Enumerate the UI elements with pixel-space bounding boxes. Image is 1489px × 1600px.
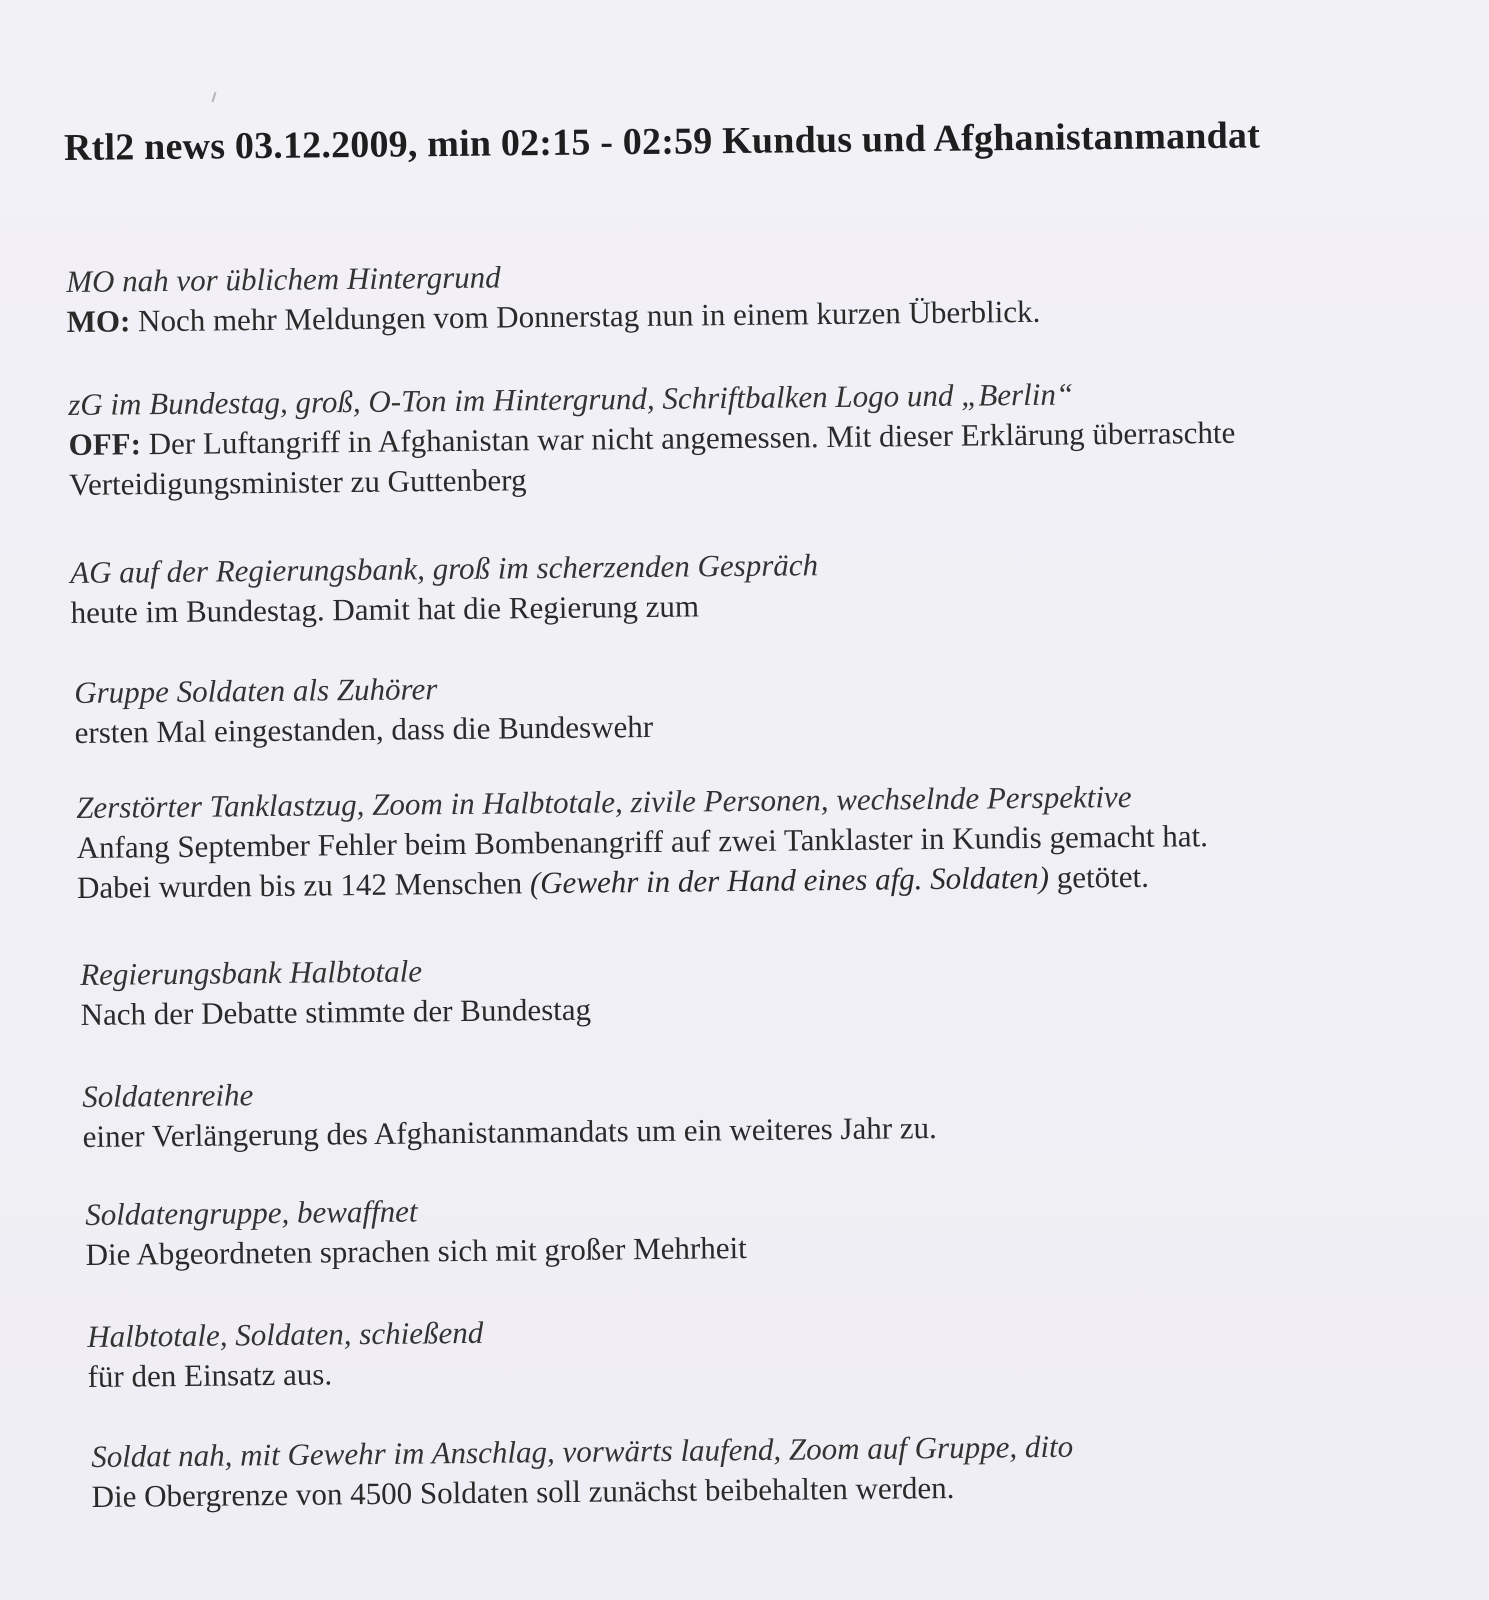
spoken-line: für den Einsatz aus. [87, 1356, 333, 1394]
section-9 [87, 1303, 1448, 1397]
section-6 [80, 941, 1441, 1035]
section-8 [85, 1181, 1446, 1275]
stage-direction: Soldatenreihe [82, 1077, 254, 1114]
page-title: Rtl2 news 03.12.2009, min 02:15 - 02:59 Kundus und Afghanistanmandat [63, 114, 1261, 169]
speaker-label: OFF: [68, 426, 142, 462]
section-10 [91, 1423, 1452, 1517]
stage-direction: zG im Bundestag, groß, O-Ton im Hintergrund, Schriftbalken Logo und „Berlin“ [68, 376, 1074, 422]
spoken-line: Die Abgeordneten sprachen sich mit großer Mehrheit [85, 1230, 747, 1272]
section-4 [74, 659, 1435, 753]
scan-speck [212, 92, 217, 102]
spoken-line: heute im Bundestag. Damit hat die Regierung zum [70, 588, 700, 630]
stage-direction: Halbtotale, Soldaten, schießend [87, 1314, 484, 1354]
spoken-line: Nach der Debatte stimmte der Bundestag [80, 991, 592, 1032]
stage-direction: MO nah vor üblichem Hintergrund [66, 259, 501, 299]
section-7 [82, 1063, 1443, 1157]
inline-direction: (Gewehr in der Hand eines afg. Soldaten) [529, 859, 1050, 901]
stage-direction: Soldatengruppe, bewaffnet [85, 1193, 418, 1232]
section-5 [76, 774, 1437, 908]
speaker-label: MO: [66, 303, 131, 339]
spoken-text: Noch mehr Meldungen vom Donnerstag nun in einem kurzen Überblick. [137, 293, 1041, 339]
spoken-line: Verteidigungsminister zu Guttenberg [68, 462, 527, 502]
section-3 [70, 539, 1431, 633]
stage-direction: Regierungsbank Halbtotale [80, 953, 423, 992]
stage-direction: Soldat nah, mit Gewehr im Anschlag, vorwärts laufend, Zoom auf Gruppe, dito [91, 1428, 1074, 1474]
spoken-line: einer Verlängerung des Afghanistanmandats um ein weiteres Jahr zu. [82, 1110, 938, 1154]
section-2 [68, 371, 1429, 505]
spoken-text: getötet. [1048, 858, 1150, 895]
spoken-line: ersten Mal eingestanden, dass die Bundeswehr [74, 708, 654, 750]
spoken-line: Die Obergrenze von 4500 Soldaten soll zunächst beibehalten werden. [91, 1469, 955, 1514]
spoken-text: Der Luftangriff in Afghanistan war nicht angemessen. Mit dieser Erklärung überraschte [148, 414, 1236, 462]
section-1 [66, 248, 1427, 342]
spoken-line: Anfang September Fehler beim Bombenangriff auf zwei Tanklaster in Kundis gemacht hat. [76, 818, 1209, 865]
stage-direction: AG auf der Regierungsbank, groß im scherzenden Gespräch [70, 547, 819, 590]
spoken-text: Dabei wurden bis zu 142 Menschen [76, 865, 531, 905]
stage-direction: Gruppe Soldaten als Zuhörer [74, 671, 438, 710]
stage-direction: Zerstörter Tanklastzug, Zoom in Halbtotale, zivile Personen, wechselnde Perspektive [76, 778, 1132, 825]
